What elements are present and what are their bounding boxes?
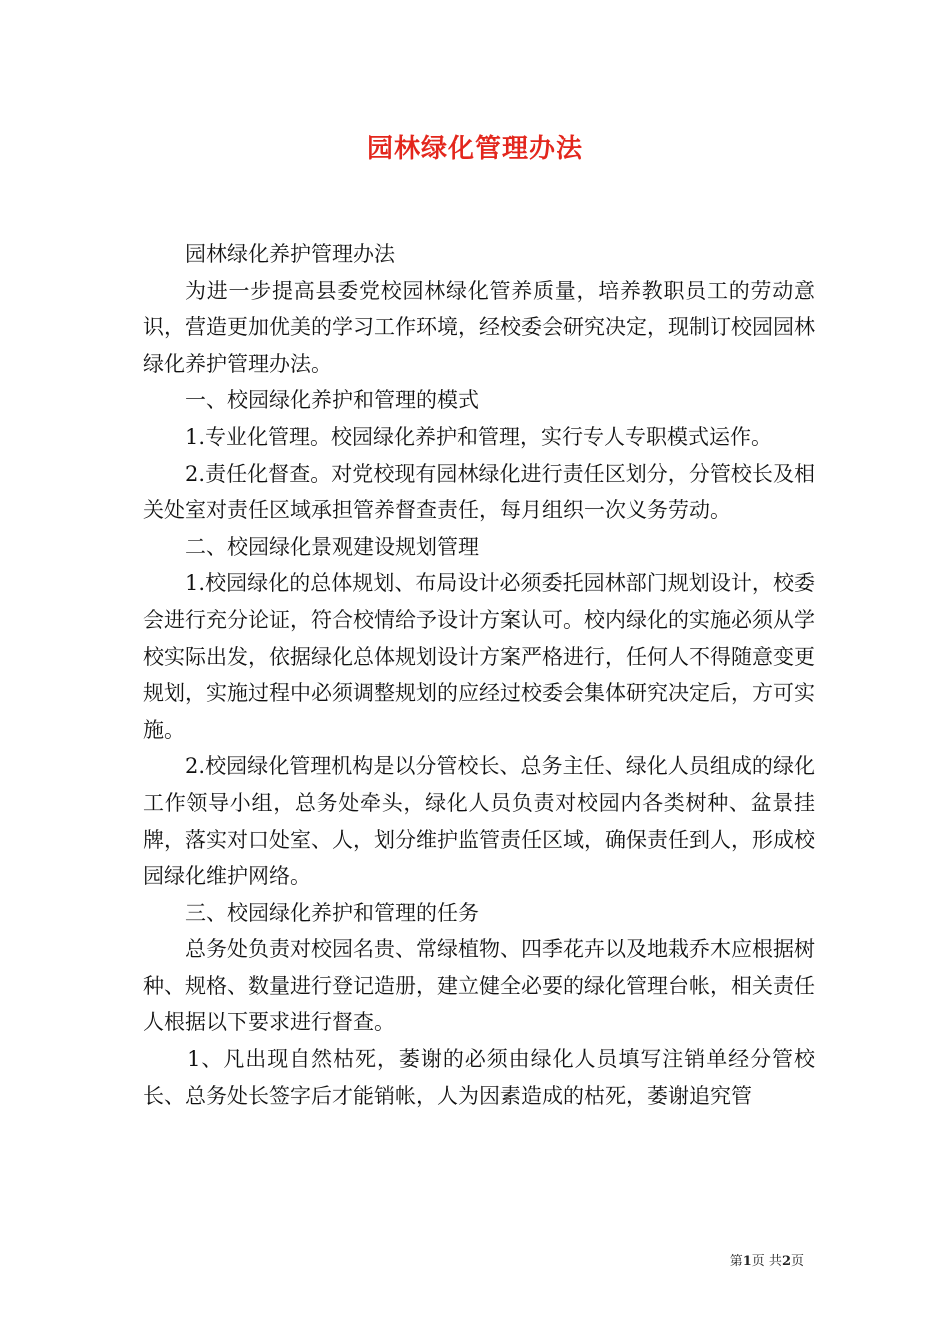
paragraph: 总务处负责对校园名贵、常绿植物、四季花卉以及地栽乔木应根据树种、规格、数量进行登记造册，建立健全必要的绿化管理台帐，相关责任人根据以下要求进行督查。 — [143, 937, 815, 1035]
paragraph: 1.校园绿化的总体规划、布局设计必须委托园林部门规划设计，校委会进行充分论证，符合校情给予设计方案认可。校内绿化的实施必须从学校实际出发，依据绿化总体规划设计方案严格进行，任何人不得随意变更规划，实施过程中必须调整规划的应经过校委会集体研究决定后，方可实施。 — [143, 571, 815, 742]
total-pages: 2 — [781, 1254, 791, 1269]
document-body — [143, 236, 815, 1114]
document-title: 园林绿化管理办法 — [366, 134, 583, 164]
section-heading: 二、校园绿化景观建设规划管理 — [185, 534, 479, 559]
page-number — [730, 1250, 804, 1269]
section-heading: 三、校园绿化养护和管理的任务 — [185, 900, 479, 925]
current-page: 1 — [742, 1254, 752, 1269]
section-heading: 园林绿化养护管理办法 — [185, 242, 395, 266]
paragraph: 2.责任化督查。对党校现有园林绿化进行责任区划分，分管校长及相关处室对责任区域承担管养督查责任，每月组织一次义务劳动。 — [143, 461, 815, 523]
paragraph: 2.校园绿化管理机构是以分管校长、总务主任、绿化人员组成的绿化工作领导小组，总务处牵头，绿化人员负责对校园内各类树种、盆景挂牌，落实对口处室、人，划分维护监管责任区域，确保责任到人，形成校园绿化维护网络。 — [143, 754, 815, 889]
page-number-middle: 页 共 — [751, 1254, 782, 1269]
paragraph: 1、凡出现自然枯死，萎谢的必须由绿化人员填写注销单经分管校长、总务处长签字后才能销帐，人为因素造成的枯死，萎谢追究管 — [143, 1047, 815, 1108]
paragraph: 为进一步提高县委党校园林绿化管养质量，培养教职员工的劳动意识，营造更加优美的学习工作环境，经校委会研究决定，现制订校园园林绿化养护管理办法。 — [143, 278, 815, 376]
page-number-suffix: 页 — [790, 1254, 804, 1269]
section-heading: 一、校园绿化养护和管理的模式 — [185, 388, 479, 413]
paragraph: 1.专业化管理。校园绿化养护和管理，实行专人专职模式运作。 — [185, 424, 773, 449]
page-number-prefix: 第 — [729, 1254, 743, 1269]
